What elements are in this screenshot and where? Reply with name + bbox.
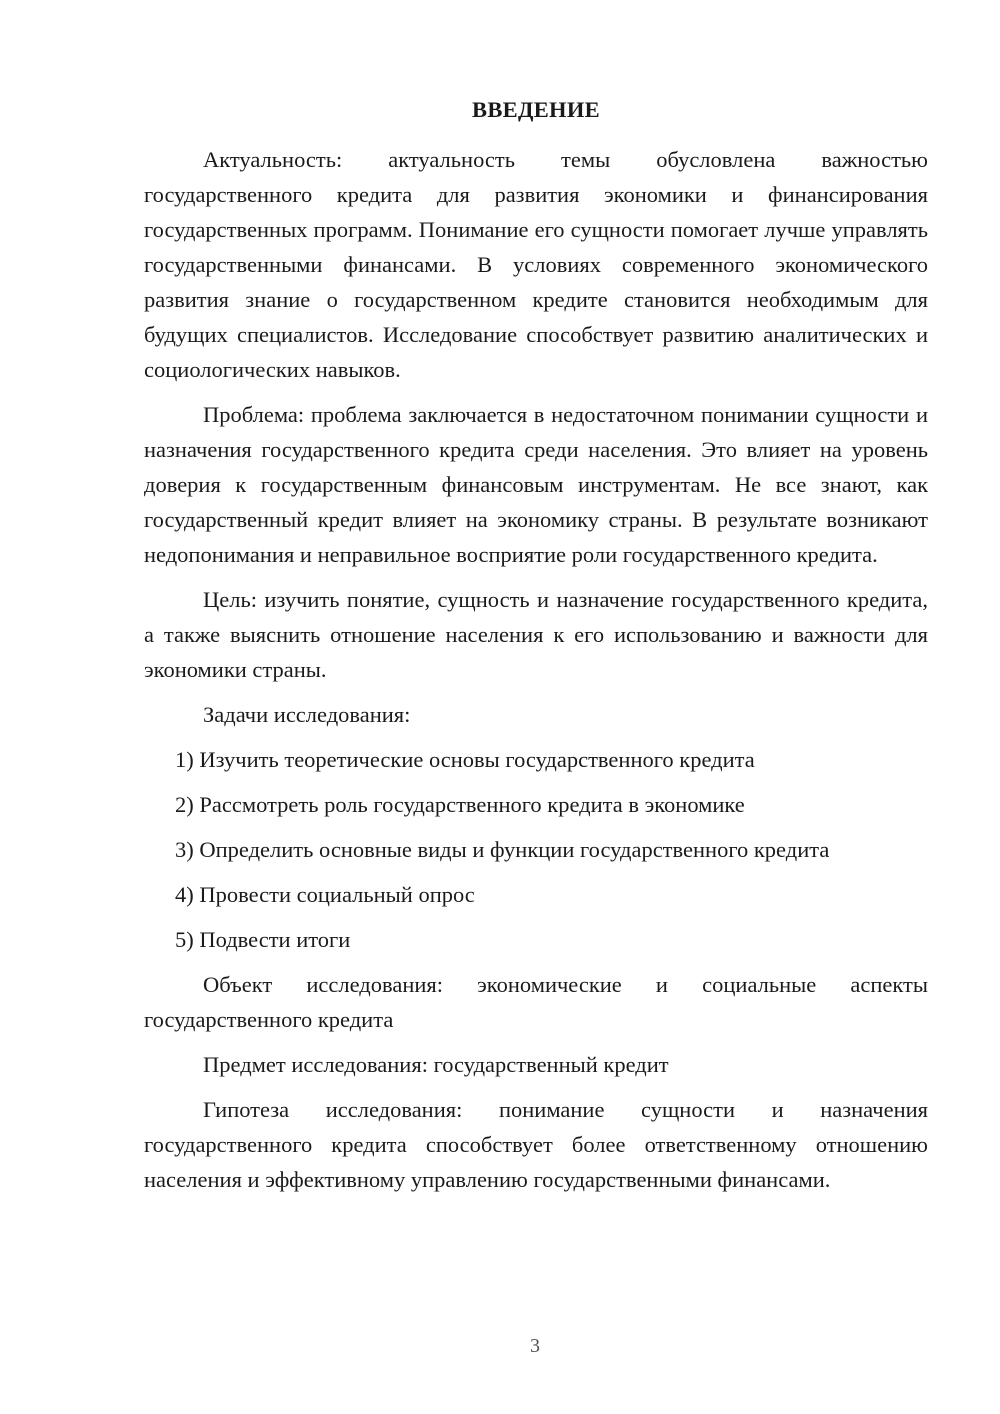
list-item: 2) Рассмотреть роль государственного кредита в экономике [175, 792, 745, 817]
goal-paragraph: Цель: изучить понятие, сущность и назначение государственного кредита, а также выяснить отношение населения к его использованию и важности для экономики страны. [144, 587, 928, 682]
subject-paragraph: Предмет исследования: государственный кредит [203, 1052, 669, 1077]
relevance-paragraph: Актуальность: актуальность темы обусловлена важностью государственного кредита для развития экономики и финансирования государственных программ. Понимание его сущности помогает лучше управлять государственными финансами. В условиях современного экономического развития знание о государственном кредите становится необходимым для будущих специалистов. Исследование способствует развитию аналитических и социологических навыков. [144, 147, 928, 382]
list-item: 3) Определить основные виды и функции государственного кредита [175, 837, 830, 862]
list-item: 4) Провести социальный опрос [175, 882, 475, 907]
page-content [144, 92, 928, 1207]
list-item: 1) Изучить теоретические основы государственного кредита [175, 747, 755, 772]
problem-paragraph: Проблема: проблема заключается в недостаточном понимании сущности и назначения государственного кредита среди населения. Это влияет на уровень доверия к государственным финансовым инструментам. Не все знают, как государственный кредит влияет на экономику страны. В результате возникают недопонимания и неправильное восприятие роли государственного кредита. [144, 402, 928, 567]
object-paragraph: Объект исследования: экономические и социальные аспекты государственного кредита [144, 972, 928, 1032]
tasks-heading: Задачи исследования: [203, 702, 411, 727]
list-item: 5) Подвести итоги [175, 927, 351, 952]
page-number: 3 [530, 1335, 540, 1357]
page-title: ВВЕДЕНИЕ [472, 97, 600, 122]
task-list [144, 742, 928, 957]
hypothesis-paragraph: Гипотеза исследования: понимание сущности и назначения государственного кредита способствует более ответственному отношению населения и эффективному управлению государственными финансами. [144, 1097, 928, 1192]
